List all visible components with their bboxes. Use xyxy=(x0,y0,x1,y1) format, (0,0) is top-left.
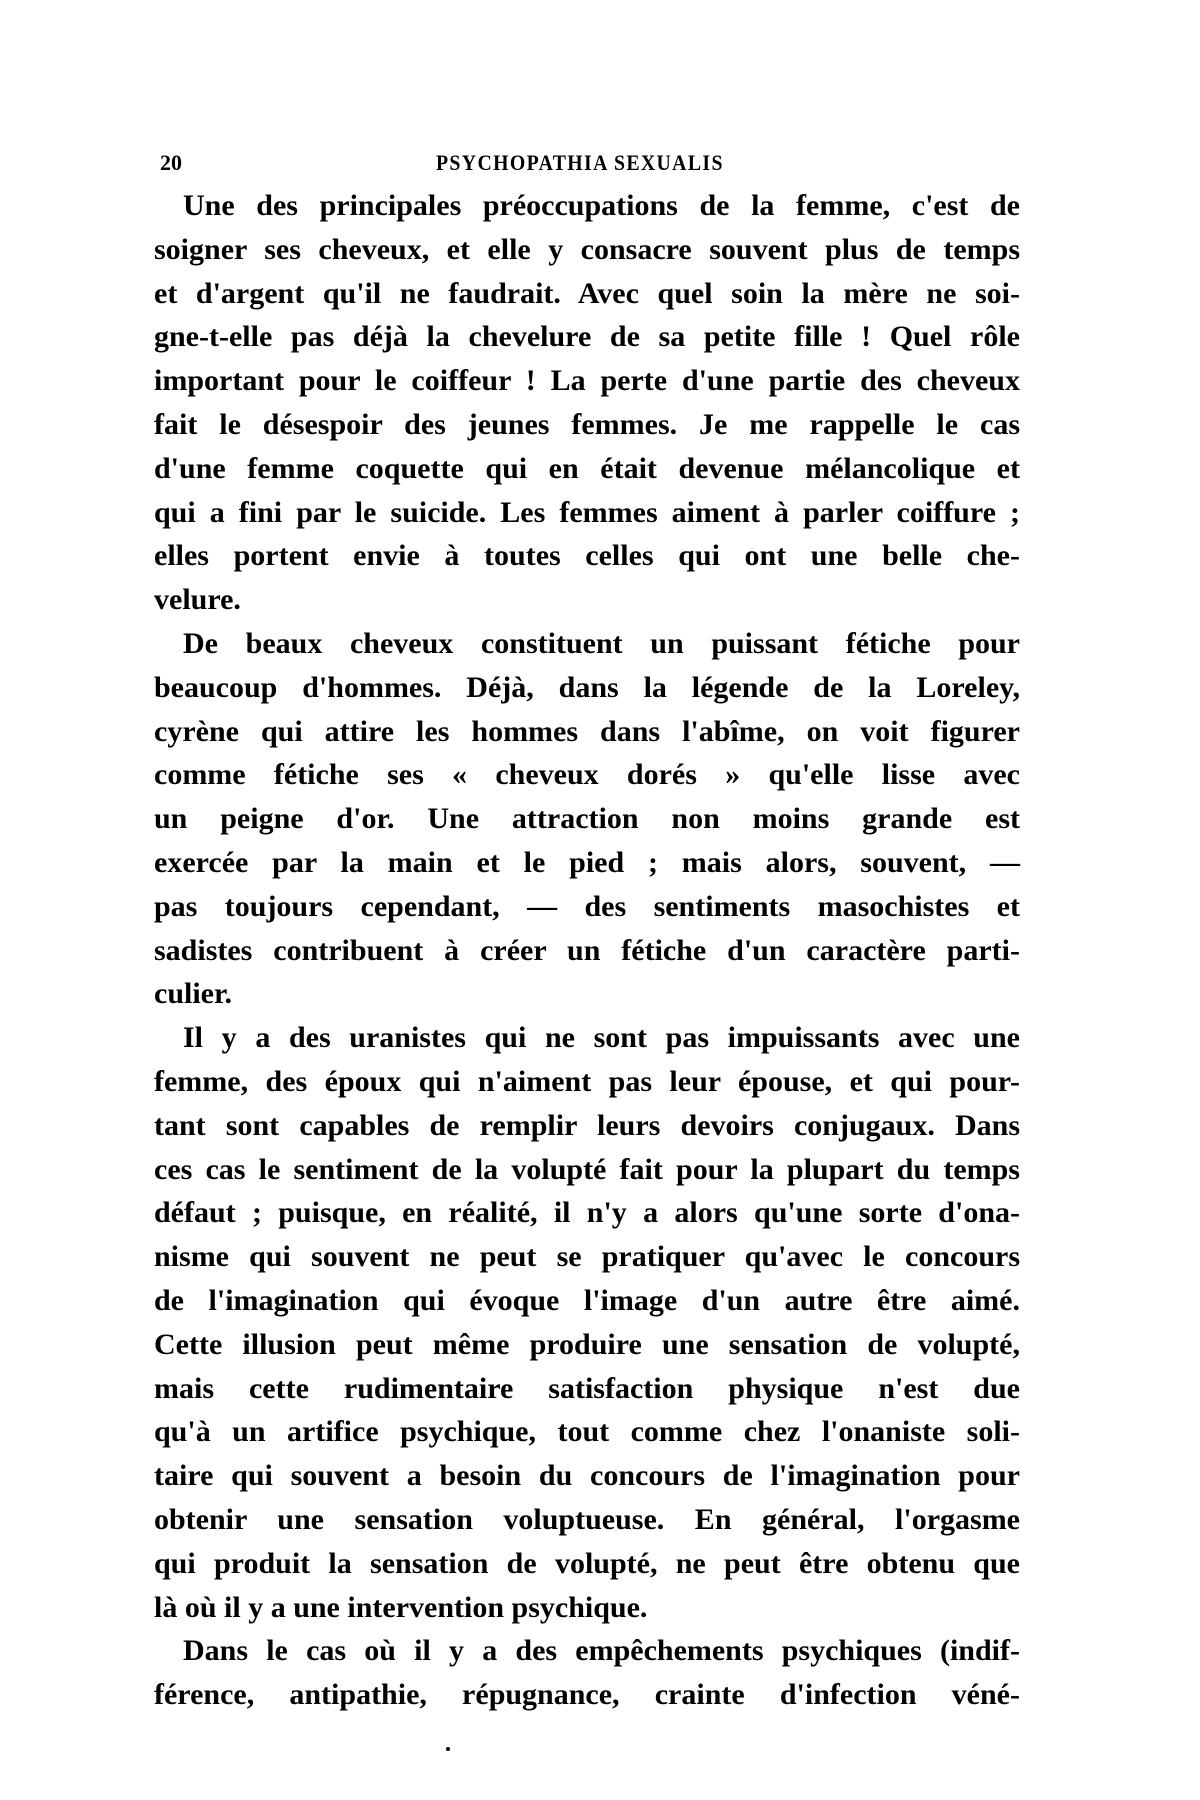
text-line: d'une femme coquette qui en était devenue mélancolique et xyxy=(154,451,1020,485)
text-line: ces cas le sentiment de la volupté fait pour la plupart du temps xyxy=(154,1152,1020,1186)
text-line: culier. xyxy=(154,977,233,1011)
text-line: de l'imagination qui évoque l'image d'un autre être aimé. xyxy=(154,1284,1020,1317)
text-line: elles portent envie à toutes celles qui ont une belle che- xyxy=(154,539,1020,573)
paragraph-first-line: Une des principales préoccupations de la femme, c'est de xyxy=(183,189,1020,222)
text-line: velure. xyxy=(154,583,241,617)
running-title: PSYCHOPATHIA SEXUALIS xyxy=(435,150,724,175)
text-line: Cette illusion peut même produire une sensation de volupté, xyxy=(154,1327,1020,1361)
text-line: soigner ses cheveux, et elle y consacre souvent plus de temps xyxy=(154,232,1020,266)
text-line: férence, antipathie, répugnance, crainte d'infection véné- xyxy=(154,1678,1020,1712)
page-number: 20 xyxy=(160,150,182,175)
text-line: qui produit la sensation de volupté, ne peut être obtenu que xyxy=(154,1546,1020,1580)
text-line: mais cette rudimentaire satisfaction physique n'est due xyxy=(154,1371,1020,1405)
paragraph-first-line: De beaux cheveux constituent un puissant fétiche pour xyxy=(183,627,1020,660)
text-line: fait le désespoir des jeunes femmes. Je me rappelle le cas xyxy=(154,408,1020,441)
text-line: gne-t-elle pas déjà la chevelure de sa petite fille ! Quel rôle xyxy=(154,320,1020,354)
paragraph-first-line: Il y a des uranistes qui ne sont pas impuissants avec une xyxy=(183,1021,1020,1055)
text-line: qui a fini par le suicide. Les femmes aiment à parler coiffure ; xyxy=(154,495,1020,529)
text-line: qu'à un artifice psychique, tout comme chez l'onaniste soli- xyxy=(154,1415,1020,1449)
text-line: tant sont capables de remplir leurs devoirs conjugaux. Dans xyxy=(154,1108,1020,1142)
text-line: et d'argent qu'il ne faudrait. Avec quel soin la mère ne soi- xyxy=(154,276,1020,310)
text-line: taire qui souvent a besoin du concours de l'imagination pour xyxy=(154,1459,1020,1493)
text-line: là où il y a une intervention psychique. xyxy=(154,1590,648,1624)
text-line: femme, des époux qui n'aiment pas leur épouse, et qui pour- xyxy=(154,1065,1020,1098)
text-line: sadistes contribuent à créer un fétiche d'un caractère parti- xyxy=(154,933,1020,967)
text-line: beaucoup d'hommes. Déjà, dans la légende de la Loreley, xyxy=(154,670,1020,704)
text-line: nisme qui souvent ne peut se pratiquer qu'avec le concours xyxy=(154,1240,1020,1274)
text-line: cyrène qui attire les hommes dans l'abîme, on voit figurer xyxy=(154,714,1020,748)
text-line: comme fétiche ses « cheveux dorés » qu'elle lisse avec xyxy=(154,758,1020,792)
scan-speck xyxy=(446,1747,450,1751)
text-line: obtenir une sensation voluptueuse. En général, l'orgasme xyxy=(154,1503,1020,1536)
text-line: important pour le coiffeur ! La perte d'une partie des cheveux xyxy=(154,364,1020,398)
text-line: un peigne d'or. Une attraction non moins grande est xyxy=(154,802,1020,836)
text-line: défaut ; puisque, en réalité, il n'y a alors qu'une sorte d'ona- xyxy=(154,1196,1020,1230)
text-line: exercée par la main et le pied ; mais alors, souvent, — xyxy=(154,846,1020,879)
paragraph-first-line: Dans le cas où il y a des empêchements psychiques (indif- xyxy=(183,1634,1020,1668)
text-line: pas toujours cependant, — des sentiments masochistes et xyxy=(154,889,1020,923)
